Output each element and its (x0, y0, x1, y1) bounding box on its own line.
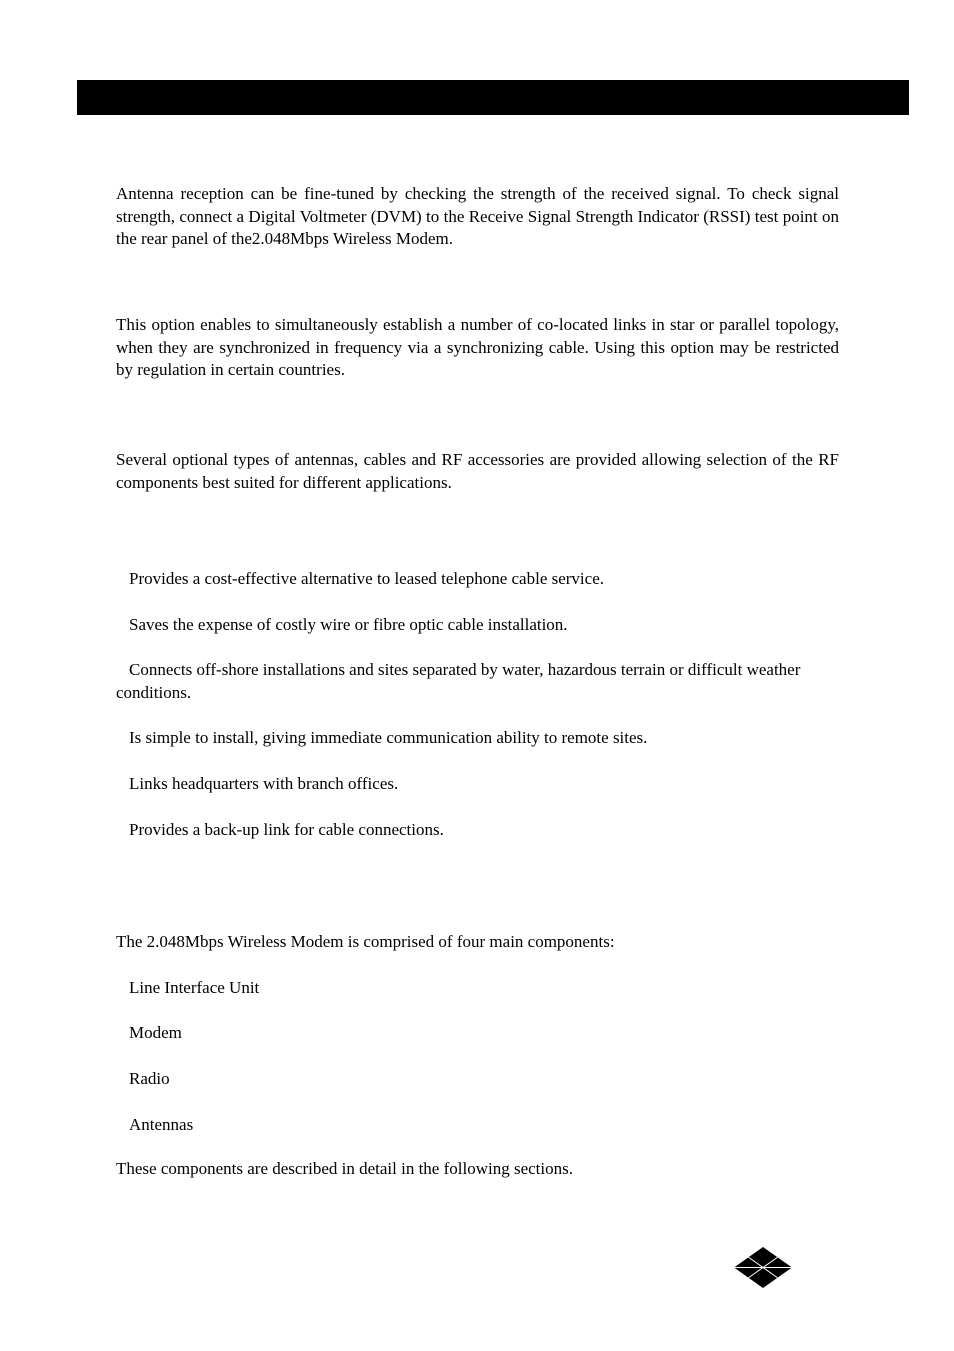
sync-paragraph: This option enables to simultaneously establish a number of co-located links in star or parallel topology, when they are synchronized in frequency via a synchronizing cable. Using this option may be restricted by regulation in certain countries. (116, 315, 839, 379)
application-item: Is simple to install, giving immediate communication ability to remote sites. (129, 728, 648, 747)
component-item: Antennas (129, 1115, 194, 1134)
rf-accessories-paragraph: Several optional types of antennas, cables and RF accessories are provided allowing selection of the RF components best suited for different applications. (116, 450, 839, 492)
components-outro: These components are described in detail in the following sections. (116, 1159, 573, 1178)
components-intro: The 2.048Mbps Wireless Modem is comprised of four main components: (116, 932, 615, 951)
application-item: Connects off-shore installations and sites separated by water, hazardous terrain or difficult weather conditions. (116, 660, 801, 702)
component-item: Line Interface Unit (129, 978, 260, 997)
application-item: Saves the expense of costly wire or fibre optic cable installation. (129, 615, 568, 634)
application-item: Provides a back-up link for cable connections. (129, 820, 444, 839)
header-bar (77, 80, 909, 115)
application-item: Provides a cost-effective alternative to leased telephone cable service. (129, 569, 604, 588)
application-item: Links headquarters with branch offices. (129, 774, 399, 793)
component-item: Radio (129, 1069, 170, 1088)
component-item: Modem (129, 1023, 182, 1042)
black-box-diamond-logo-icon (734, 1247, 792, 1288)
rssi-paragraph: Antenna reception can be fine-tuned by checking the strength of the received signal. To check signal strength, connect a Digital Voltmeter (DVM) to the Receive Signal Strength Indicator (RSSI) test point on the rear panel of the2.048Mbps Wireless Modem. (116, 184, 839, 248)
